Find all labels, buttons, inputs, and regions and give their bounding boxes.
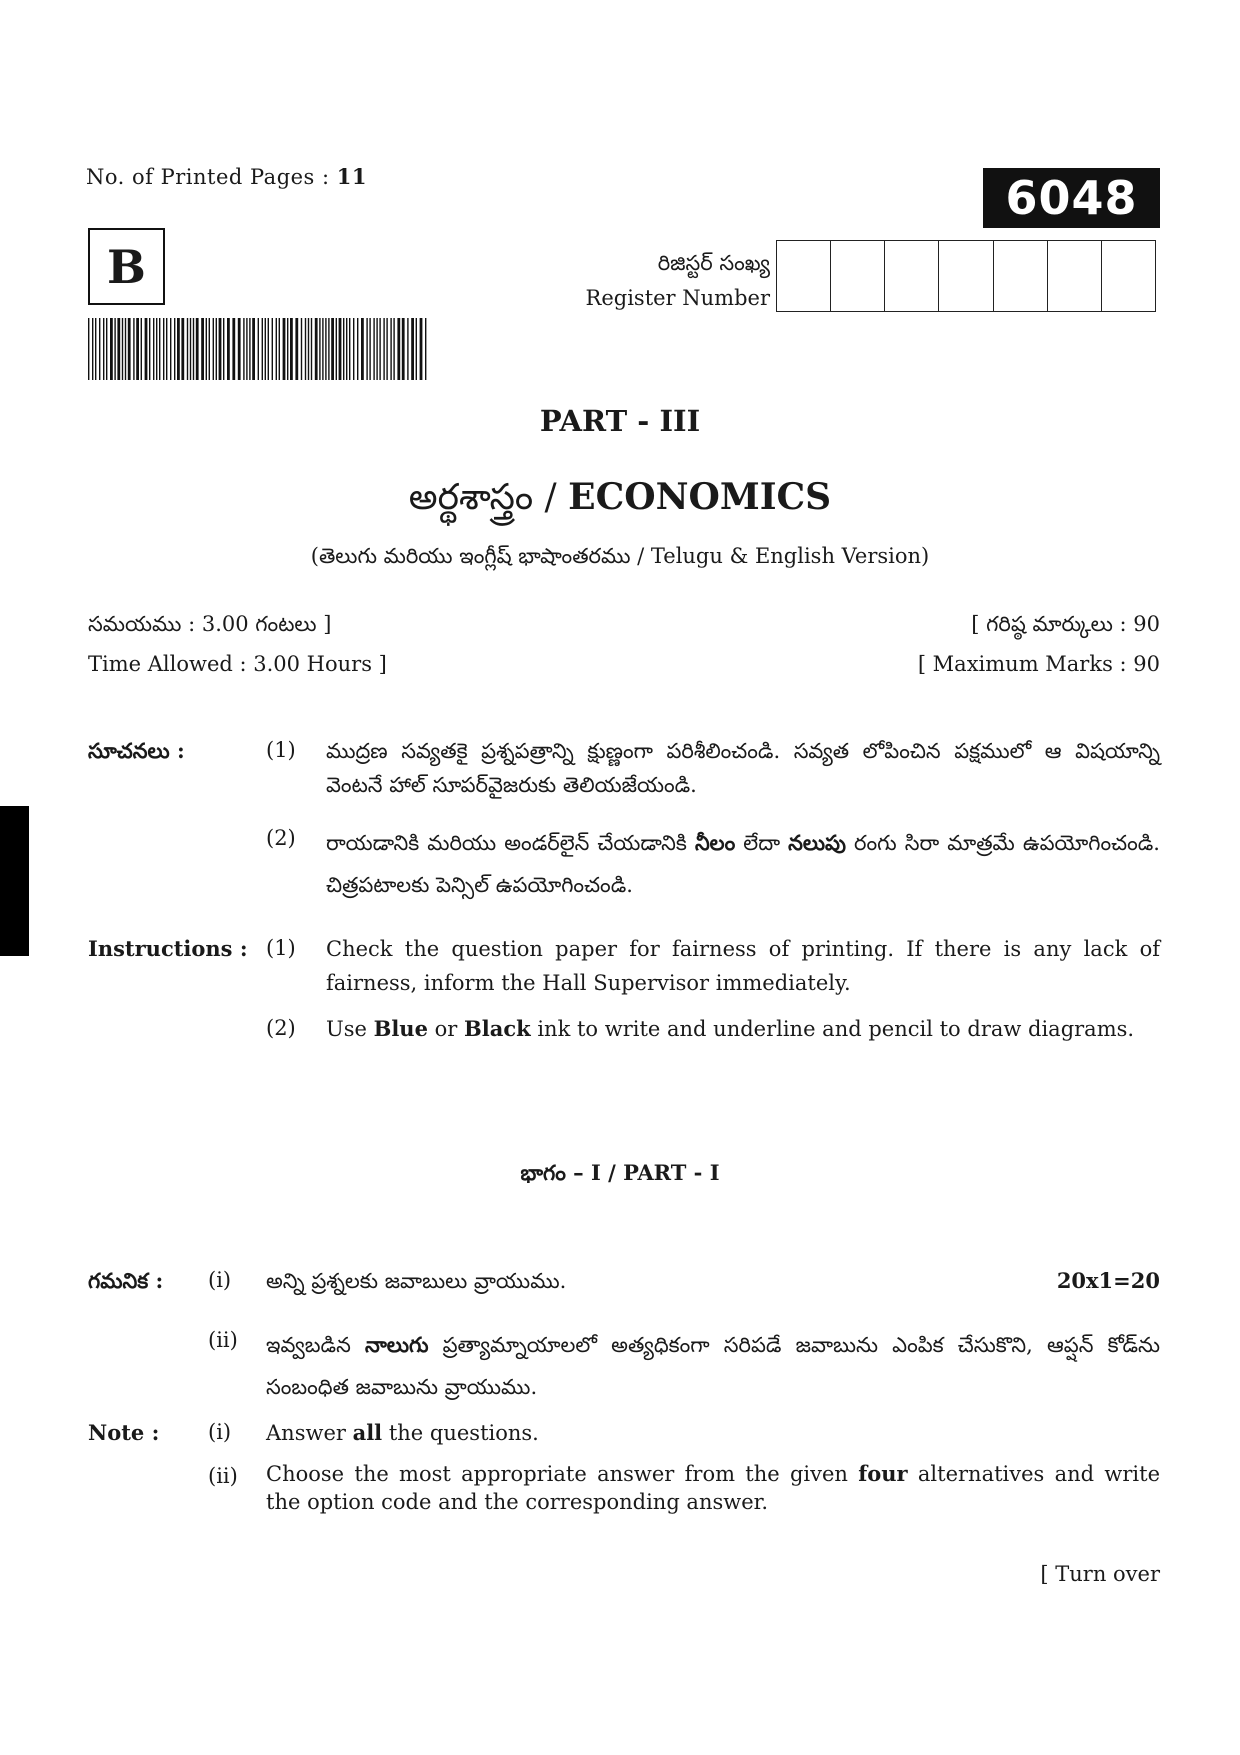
set-letter: B	[88, 228, 165, 305]
barcode-bar	[246, 318, 247, 380]
subject-title-en: ECONOMICS	[568, 476, 832, 518]
barcode-bar	[88, 318, 89, 380]
barcode-bar	[383, 318, 384, 380]
barcode-bar	[268, 318, 269, 380]
note-te-2-part-a: ఇవ్వబడిన	[266, 1333, 365, 1357]
printed-pages-value: 11	[336, 164, 367, 189]
barcode-bar	[390, 318, 391, 380]
barcode-bar	[110, 318, 113, 380]
instruction-te-text-1: ముద్రణ సవ్యతకై ప్రశ్నపత్రాన్ని క్షుణ్ణంగా పరిశీలించండి. సవ్యత లోపించిన పక్షములో ఆ విషయాన్ని వెంటనే హాల్ సూపర్‌వైజరుకు తెలియజేయండి.	[326, 739, 1160, 797]
section-heading: భాగం – I / PART - I	[520, 1160, 720, 1185]
barcode-bar	[249, 318, 250, 380]
barcode-bar	[128, 318, 131, 380]
barcode-image	[88, 318, 434, 380]
instruction-en-2-part-c: ink to write and underline and pencil to draw diagrams.	[530, 1017, 1135, 1041]
barcode-bar	[393, 318, 394, 380]
barcode-bar	[322, 318, 323, 380]
barcode-bar	[216, 318, 217, 380]
barcode-bar	[311, 318, 312, 380]
barcode-bar	[425, 318, 426, 380]
barcode-bar	[308, 318, 309, 380]
barcode-bar	[343, 318, 344, 380]
barcode-bar	[416, 318, 417, 380]
barcode-bar	[145, 318, 148, 380]
barcode-bar	[136, 318, 139, 380]
barcode-bar	[196, 318, 199, 380]
barcode-bar	[287, 318, 288, 380]
instruction-te-2-part-a: రాయడానికి మరియు అండర్‌లైన్ చేయడానికి	[326, 831, 695, 855]
note-te-label: గమనిక :	[88, 1268, 164, 1293]
note-te-2-bold-a: నాలుగు	[364, 1332, 429, 1357]
barcode-bar	[407, 318, 408, 380]
barcode-bar	[206, 318, 207, 380]
barcode-bar	[262, 318, 263, 380]
barcode-bar	[252, 318, 255, 380]
barcode-bar	[353, 318, 354, 380]
register-cell[interactable]	[831, 241, 885, 311]
barcode-bar	[301, 318, 302, 380]
barcode-bar	[373, 318, 374, 380]
barcode-bar	[346, 318, 347, 380]
barcode-bar	[331, 318, 334, 380]
note-en-label: Note :	[88, 1420, 160, 1445]
printed-pages	[86, 164, 367, 189]
note-en-2-bold-a: four	[858, 1461, 908, 1486]
barcode-bar	[386, 318, 387, 380]
barcode-bar	[420, 318, 423, 380]
barcode-bar	[402, 318, 405, 380]
note-te-num-2: (ii)	[208, 1328, 238, 1352]
barcode-bar	[279, 318, 280, 380]
register-cell[interactable]	[939, 241, 993, 311]
note-en-num-2: (ii)	[208, 1464, 238, 1488]
barcode-bar	[99, 318, 100, 380]
note-en-num-1: (i)	[208, 1420, 232, 1444]
marks-te: [ గరిష్ఠ మార్కులు : 90	[971, 612, 1160, 636]
subject-title	[0, 476, 1240, 527]
instructions-te-label: సూచనలు :	[88, 738, 185, 763]
barcode-bar	[223, 318, 224, 380]
barcode-bar	[149, 318, 150, 380]
register-cell[interactable]	[994, 241, 1048, 311]
barcode-bar	[201, 318, 204, 380]
note-en-text-2	[266, 1460, 1160, 1516]
barcode-bar	[376, 318, 377, 380]
barcode-bar	[366, 318, 367, 380]
instruction-te-text-2	[326, 822, 1160, 906]
barcode-bar	[232, 318, 235, 380]
barcode-bar	[349, 318, 350, 380]
instruction-te-2-part-b: లేదా	[735, 831, 789, 855]
register-cell[interactable]	[777, 241, 831, 311]
instruction-en-2-bold-b: Black	[463, 1016, 531, 1041]
barcode-bar	[181, 318, 184, 380]
note-te-num-1: (i)	[208, 1268, 232, 1292]
barcode-bar	[305, 318, 306, 380]
barcode-bar	[227, 318, 230, 380]
barcode-bar	[369, 318, 370, 380]
barcode-bar	[114, 318, 115, 380]
note-te-2-part-b: ప్రత్యామ్నాయాలలో అత్యధికంగా సరిపడే జవాబును ఎంపిక చేసుకొని, ఆప్షన్ కోడ్‌ను సంబంధిత జవాబును వ్రాయుము.	[266, 1333, 1160, 1399]
instruction-te-2-part-c: రంగు సిరా మాత్రమే ఉపయోగించండి. చిత్రపటాలకు పెన్సిల్ ఉపయోగించండి.	[326, 831, 1160, 897]
time-te: సమయము : 3.00 గంటలు ]	[88, 612, 332, 636]
note-en-1-part-a: Answer	[266, 1421, 353, 1445]
barcode-bar	[133, 318, 134, 380]
barcode-bar	[243, 318, 244, 380]
time-en: Time Allowed : 3.00 Hours ]	[88, 652, 387, 676]
barcode-bar	[103, 318, 104, 380]
instruction-en-num-1: (1)	[266, 936, 296, 960]
version-line: (తెలుగు మరియు ఇంగ్లీష్ భాషాంతరము / Telugu & English Version)	[310, 544, 930, 568]
barcode-bar	[163, 318, 164, 380]
barcode-bar	[193, 318, 194, 380]
barcode-bar	[209, 318, 210, 380]
instruction-en-num-2: (2)	[266, 1016, 296, 1040]
barcode-bar	[153, 318, 154, 380]
side-black-mark	[0, 806, 29, 956]
note-te-text-1: అన్ని ప్రశ్నలకు జవాబులు వ్రాయుము.	[266, 1269, 567, 1293]
barcode-bar	[187, 318, 188, 380]
note-en-2-part-b: alternatives and write the option code and the corresponding answer.	[266, 1462, 1160, 1514]
note-en-text-1	[266, 1416, 1160, 1450]
barcode-bar	[166, 318, 167, 380]
barcode-bar	[379, 318, 380, 380]
register-label-te: రిజిస్టర్ సంఖ్య	[657, 251, 770, 275]
barcode-bar	[170, 318, 171, 380]
barcode-bar	[319, 318, 320, 380]
note-te-text-2	[266, 1324, 1160, 1408]
instruction-en-2-bold-a: Blue	[373, 1016, 428, 1041]
barcode-bar	[159, 318, 160, 380]
register-cell[interactable]	[1102, 241, 1155, 311]
note-en-1-part-b: the questions.	[382, 1421, 539, 1445]
instruction-en-text-1: Check the question paper for fairness of printing. If there is any lack of fairness, inform the Hall Supervisor immediately.	[326, 937, 1160, 995]
register-label	[520, 246, 770, 316]
barcode-bar	[336, 318, 337, 380]
marks-en: [ Maximum Marks : 90	[917, 652, 1160, 676]
register-cell[interactable]	[885, 241, 939, 311]
subject-title-te: అర్థశాస్త్రం /	[408, 477, 569, 518]
instruction-te-num-1: (1)	[266, 738, 296, 762]
paper-code: 6048	[983, 168, 1160, 228]
barcode-bar	[276, 318, 277, 380]
register-label-en: Register Number	[585, 286, 770, 310]
barcode-bar	[213, 318, 214, 380]
barcode-bar	[177, 318, 180, 380]
barcode-bar	[339, 318, 342, 380]
instruction-en-2-part-b: or	[427, 1017, 464, 1041]
barcode-bar	[265, 318, 266, 380]
barcode-bar	[141, 318, 142, 380]
barcode-bar	[411, 318, 414, 380]
barcode-bar	[174, 318, 175, 380]
barcode-bar	[328, 318, 329, 380]
barcode-bar	[122, 318, 123, 380]
barcode-bar	[219, 318, 222, 380]
barcode-bar	[283, 318, 286, 380]
section-marks: 20x1=20	[1056, 1268, 1160, 1293]
barcode-bar	[357, 318, 358, 380]
turn-over: [ Turn over	[1040, 1562, 1160, 1586]
barcode-bar	[397, 318, 400, 380]
barcode-bar	[117, 318, 120, 380]
barcode-bar	[258, 318, 259, 380]
register-number-grid[interactable]	[776, 240, 1156, 312]
barcode-bar	[315, 318, 318, 380]
instructions-en-label: Instructions :	[88, 936, 248, 961]
note-en-2-part-a: Choose the most appropriate answer from the given	[266, 1462, 859, 1486]
instruction-en-2-part-a: Use	[326, 1017, 374, 1041]
barcode-bar	[156, 318, 157, 380]
barcode-bar	[272, 318, 273, 380]
barcode-bar	[95, 318, 96, 380]
instruction-en-text-2	[326, 1012, 1160, 1046]
barcode-bar	[106, 318, 107, 380]
barcode-bar	[325, 318, 326, 380]
barcode-bar	[92, 318, 93, 380]
barcode-bar	[361, 318, 364, 380]
instruction-te-num-2: (2)	[266, 826, 296, 850]
barcode-bar	[190, 318, 191, 380]
barcode-bar	[295, 318, 298, 380]
instruction-te-2-bold-b: నలుపు	[788, 830, 846, 855]
instruction-te-2-bold-a: నీలం	[694, 830, 736, 855]
printed-pages-label: No. of Printed Pages :	[86, 165, 337, 189]
barcode-bar	[238, 318, 241, 380]
register-cell[interactable]	[1048, 241, 1102, 311]
note-en-1-bold-a: all	[352, 1420, 383, 1445]
barcode-bar	[290, 318, 293, 380]
barcode-bar	[125, 318, 126, 380]
part-title: PART - III	[539, 404, 701, 438]
